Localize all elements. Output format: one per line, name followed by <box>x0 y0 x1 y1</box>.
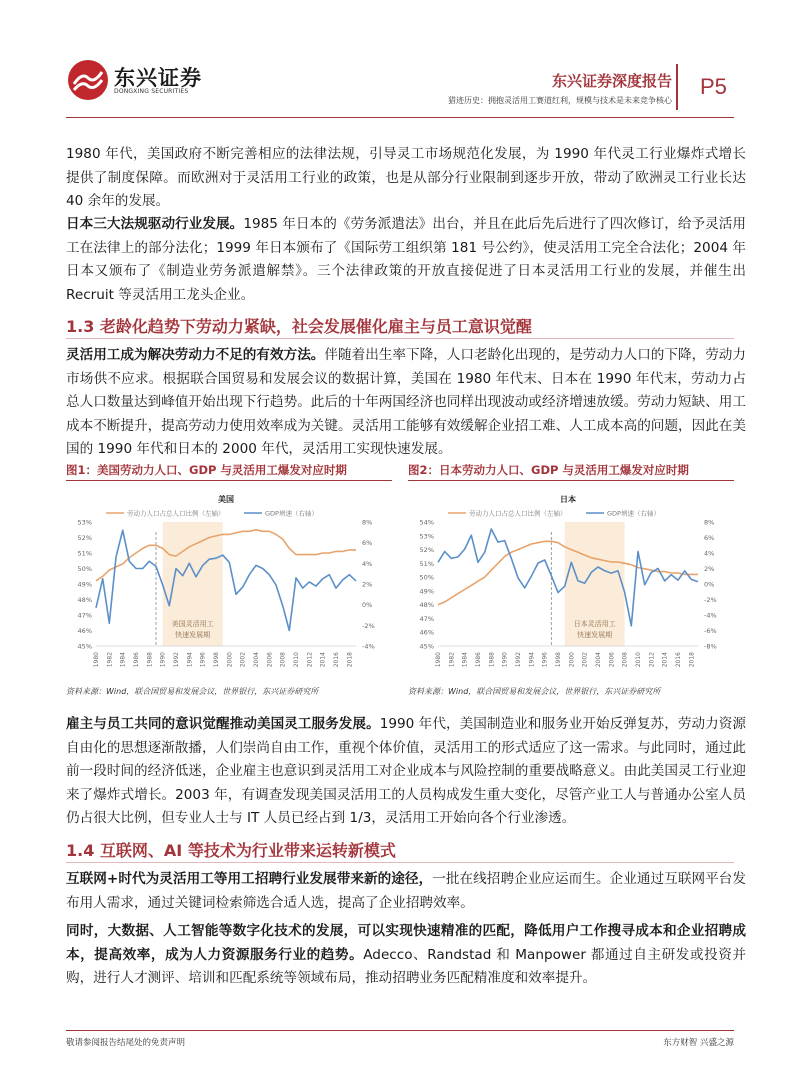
x-tick-label: 2008 <box>279 652 287 668</box>
x-tick-label: 2014 <box>661 652 669 668</box>
x-tick-label: 2000 <box>226 652 234 668</box>
y-right-tick-label: 4% <box>704 549 715 558</box>
x-tick-label: 1996 <box>541 652 549 668</box>
company-logo[interactable] <box>66 58 226 108</box>
y-left-tick-label: 52% <box>419 546 434 555</box>
y-right-tick-label: 0% <box>362 601 373 610</box>
paragraph-text: 一批在线招聘企业应运而生。企业通过互联网平台发布用人需求，通过关键词检索筛选合适人选，提高了企业招聘效率。 <box>66 871 747 911</box>
highlight-label: 美国灵活用工 <box>171 620 214 628</box>
logo-en-text: DONGXING SECURITIES <box>114 88 189 95</box>
x-tick-label: 1986 <box>133 652 140 668</box>
x-tick-label: 2002 <box>239 652 247 668</box>
y-right-tick-label: 2% <box>704 565 715 573</box>
y-left-tick-label: 53% <box>419 532 434 541</box>
x-tick-label: 2018 <box>688 652 696 668</box>
paragraph-lead: 互联网+时代为灵活用工等用工招聘行业发展带来新的途径， <box>66 871 433 887</box>
y-left-tick-label: 46% <box>77 627 92 635</box>
paragraph-text: 伴随着出生率下降，人口老龄化出现的，是劳动力人口的下降，劳动力市场供不应求。根据联合国贸易和发展会议的数据计算，美国在 1980 年代末、日本在 1990 年代末，劳动力占总人口数量达到峰值开始出现下行趋势。此后的十年两国经济也同样出现波动或经济增速放缓。劳动力短缺、用工成本不断提升，提高劳动力使用效率成为关键。灵活用工能够有效缓解企业招工难、人工成本高的问题，因此在美国的 1990 年代和日本的 2000 年代，灵活用工实现快速发展。 <box>66 347 747 457</box>
y-left-tick-label: 46% <box>419 628 434 637</box>
report-title: 东兴证券深度报告 <box>551 72 672 90</box>
x-tick-label: 1996 <box>199 652 207 668</box>
x-tick-label: 1988 <box>146 652 154 668</box>
chart-title: 日本 <box>560 495 576 504</box>
series-line-labor-share <box>96 530 356 581</box>
paragraph-internet <box>66 868 746 915</box>
legend-label-labor: 劳动力人口占总人口比例（左轴） <box>469 509 567 518</box>
y-right-tick-label: 8% <box>704 518 715 527</box>
y-left-tick-label: 47% <box>419 614 434 623</box>
x-tick-label: 1992 <box>173 652 180 668</box>
x-tick-label: 2006 <box>608 652 616 668</box>
x-tick-label: 2012 <box>306 652 314 668</box>
x-tick-label: 2008 <box>621 652 629 668</box>
y-left-tick-label: 53% <box>77 518 92 527</box>
figure-1-rule <box>66 480 392 481</box>
x-tick-label: 2016 <box>675 652 682 668</box>
x-tick-label: 2014 <box>319 652 327 668</box>
page-header <box>0 0 800 118</box>
x-tick-label: 2010 <box>293 652 300 668</box>
y-right-tick-label: 0% <box>704 580 715 589</box>
x-tick-label: 1982 <box>448 652 456 668</box>
x-tick-label: 2012 <box>648 652 656 668</box>
highlight-label: 快速发展期 <box>175 631 211 639</box>
y-right-tick-label: -4% <box>704 611 717 620</box>
x-tick-label: 2002 <box>581 652 589 668</box>
y-left-tick-label: 48% <box>77 596 92 604</box>
y-right-tick-label: -2% <box>362 621 375 630</box>
y-left-tick-label: 50% <box>77 565 92 573</box>
x-tick-label: 1990 <box>159 652 167 668</box>
paragraph-awakening <box>66 713 746 831</box>
x-tick-label: 1988 <box>488 652 496 668</box>
section-rule <box>66 862 734 863</box>
section-heading-1-4: 1.4 互联网、AI 等技术为行业带来运转新模式 <box>66 841 396 860</box>
paragraph-us-law <box>66 143 746 214</box>
paragraph-text: Adecco、Randstad 和 Manpower 都通过自主研发或投资并购，进行人才测评、培训和匹配系统等领域布局，推动招聘业务匹配精准度和效率提升。 <box>66 946 747 986</box>
footer-slogan: 东方财智 兴盛之源 <box>663 1038 734 1048</box>
y-left-tick-label: 47% <box>77 611 92 620</box>
y-left-tick-label: 49% <box>419 587 434 596</box>
paragraph-text: 1985 年日本的《劳务派遣法》出台，并且在此后先后进行了四次修订，给予灵活用工在法律上的部分法化；1999 年日本颁布了《国际劳工组织第 181 号公约》，使灵活用工完全合法化；2004 年日本又颁布了《制造业劳务派遣解禁》。三个法律政策的开放直接促进了日本灵活用工行业的发展，并催生出 Recruit 等灵活用工龙头企业。 <box>66 216 747 303</box>
chart-us-labor-gdp <box>66 486 392 682</box>
paragraph-labor-shortage <box>66 344 746 462</box>
y-right-tick-label: 6% <box>362 539 373 548</box>
x-tick-label: 1994 <box>186 652 194 668</box>
logo-mark-icon <box>66 58 110 102</box>
x-tick-label: 2010 <box>635 652 642 668</box>
figure-1-source: 资料来源：Wind，联合国贸易和发展会议，世界银行，东兴证券研究所 <box>66 687 319 696</box>
x-tick-label: 1984 <box>461 652 469 668</box>
x-tick-label: 1984 <box>119 652 127 668</box>
y-right-tick-label: 6% <box>704 534 715 542</box>
y-left-tick-label: 49% <box>77 580 92 589</box>
x-tick-label: 1982 <box>106 652 114 668</box>
y-left-tick-label: 54% <box>419 518 434 527</box>
x-tick-label: 1990 <box>501 652 509 668</box>
figure-2-rule <box>408 480 734 481</box>
y-right-tick-label: -2% <box>704 596 717 604</box>
paragraph-text: 1980 年代，美国政府不断完善相应的法律法规，引导灵工市场规范化发展，为 1990 年代灵工行业爆炸式增长提供了制度保障。而欧洲对于灵活用工行业的政策，也是从部分行业限制到逐步开放，带动了欧洲灵工行业长达 40 余年的发展。 <box>66 146 746 209</box>
x-tick-label: 1992 <box>515 652 522 668</box>
highlight-label: 日本灵活用工 <box>573 620 616 628</box>
y-right-tick-label: 4% <box>362 559 373 568</box>
paragraph-lead: 日本三大法规驱动行业发展。 <box>66 216 244 232</box>
section-heading-1-3: 1.3 老龄化趋势下劳动力紧缺，社会发展催化雇主与员工意识觉醒 <box>66 317 532 336</box>
header-rule <box>66 117 734 118</box>
paragraph-japan-law <box>66 213 746 307</box>
y-left-tick-label: 51% <box>419 559 434 568</box>
y-left-tick-label: 51% <box>77 549 92 558</box>
x-tick-label: 1980 <box>435 652 442 668</box>
paragraph-lead: 雇主与员工共同的意识觉醒推动美国灵工服务发展。 <box>66 716 380 732</box>
y-left-tick-label: 45% <box>419 642 434 651</box>
logo-cn-text: 东兴证券 <box>114 66 202 90</box>
header-divider <box>676 64 678 110</box>
series-line-gdp-growth <box>96 530 356 630</box>
figure-2-title: 图2：日本劳动力人口、GDP 与灵活用工爆发对应时期 <box>408 463 689 477</box>
x-tick-label: 1998 <box>555 652 562 668</box>
y-left-tick-label: 50% <box>419 573 434 582</box>
legend-label-labor: 劳动力人口占总人口比例（左轴） <box>127 509 225 518</box>
paragraph-lead: 同时，大数据、人工智能等数字化技术的发展，可以实现快速精准的匹配，降低用户工作搜寻成本和企业招聘成本，提高效率，成为人力资源服务行业的趋势。 <box>66 923 746 963</box>
x-tick-label: 2004 <box>253 652 260 668</box>
y-right-tick-label: -8% <box>704 642 717 651</box>
x-tick-label: 1994 <box>528 652 536 668</box>
x-tick-label: 2016 <box>333 652 340 668</box>
y-right-tick-label: -6% <box>704 627 717 635</box>
y-left-tick-label: 48% <box>419 601 434 610</box>
x-tick-label: 2018 <box>346 652 354 668</box>
x-tick-label: 1998 <box>213 652 220 668</box>
highlight-label: 快速发展期 <box>577 631 613 639</box>
y-right-tick-label: 8% <box>362 518 373 527</box>
legend-label-gdp: GDP增速（右轴） <box>607 509 660 518</box>
y-right-tick-label: 2% <box>362 580 373 589</box>
x-tick-label: 1986 <box>475 652 482 668</box>
y-left-tick-label: 45% <box>77 642 92 651</box>
footer-disclaimer[interactable]: 敬请参阅报告结尾处的免责声明 <box>66 1038 186 1048</box>
paragraph-text: 1990 年代，美国制造业和服务业开始反弹复苏，劳动力资源自由化的思想逐渐散播，人们崇尚自由工作，重视个体价值，灵活用工的形式适应了这一需求。与此同时，通过此前一段时间的经济低迷，企业雇主也意识到灵活用工对企业成本与风险控制的重要战略意义。由此美国灵工行业迎来了爆炸式增长。2003 年，有调查发现美国灵活用工的人员构成发生重大变化，尽管产业工人与普通办公室人员仍占很大比例，但专业人士与 IT 人员已经占到 1/3，灵活用工开始向各个行业渗透。 <box>66 716 746 826</box>
section-rule <box>66 338 734 339</box>
y-left-tick-label: 52% <box>77 534 92 542</box>
x-tick-label: 2000 <box>568 652 576 668</box>
x-tick-label: 2006 <box>266 652 274 668</box>
x-tick-label: 2004 <box>595 652 602 668</box>
figure-2-source: 资料来源：Wind，联合国贸易和发展会议，世界银行，东兴证券研究所 <box>408 687 661 696</box>
x-tick-label: 1980 <box>93 652 100 668</box>
figure-1-title: 图1：美国劳动力人口、GDP 与灵活用工爆发对应时期 <box>66 463 347 477</box>
legend-label-gdp: GDP增速（右轴） <box>265 509 318 518</box>
chart-title: 美国 <box>218 495 234 504</box>
paragraph-lead: 灵活用工成为解决劳动力不足的有效方法。 <box>66 347 325 363</box>
y-right-tick-label: -4% <box>362 642 375 651</box>
page-number: P5 <box>700 74 727 99</box>
paragraph-ai <box>66 920 746 991</box>
chart-japan-labor-gdp <box>408 486 734 682</box>
footer-rule <box>66 1030 734 1031</box>
report-subtitle: 猎迹历史：拥抱灵活用工赛道红利，规模与技术是未来竞争核心 <box>448 96 672 105</box>
